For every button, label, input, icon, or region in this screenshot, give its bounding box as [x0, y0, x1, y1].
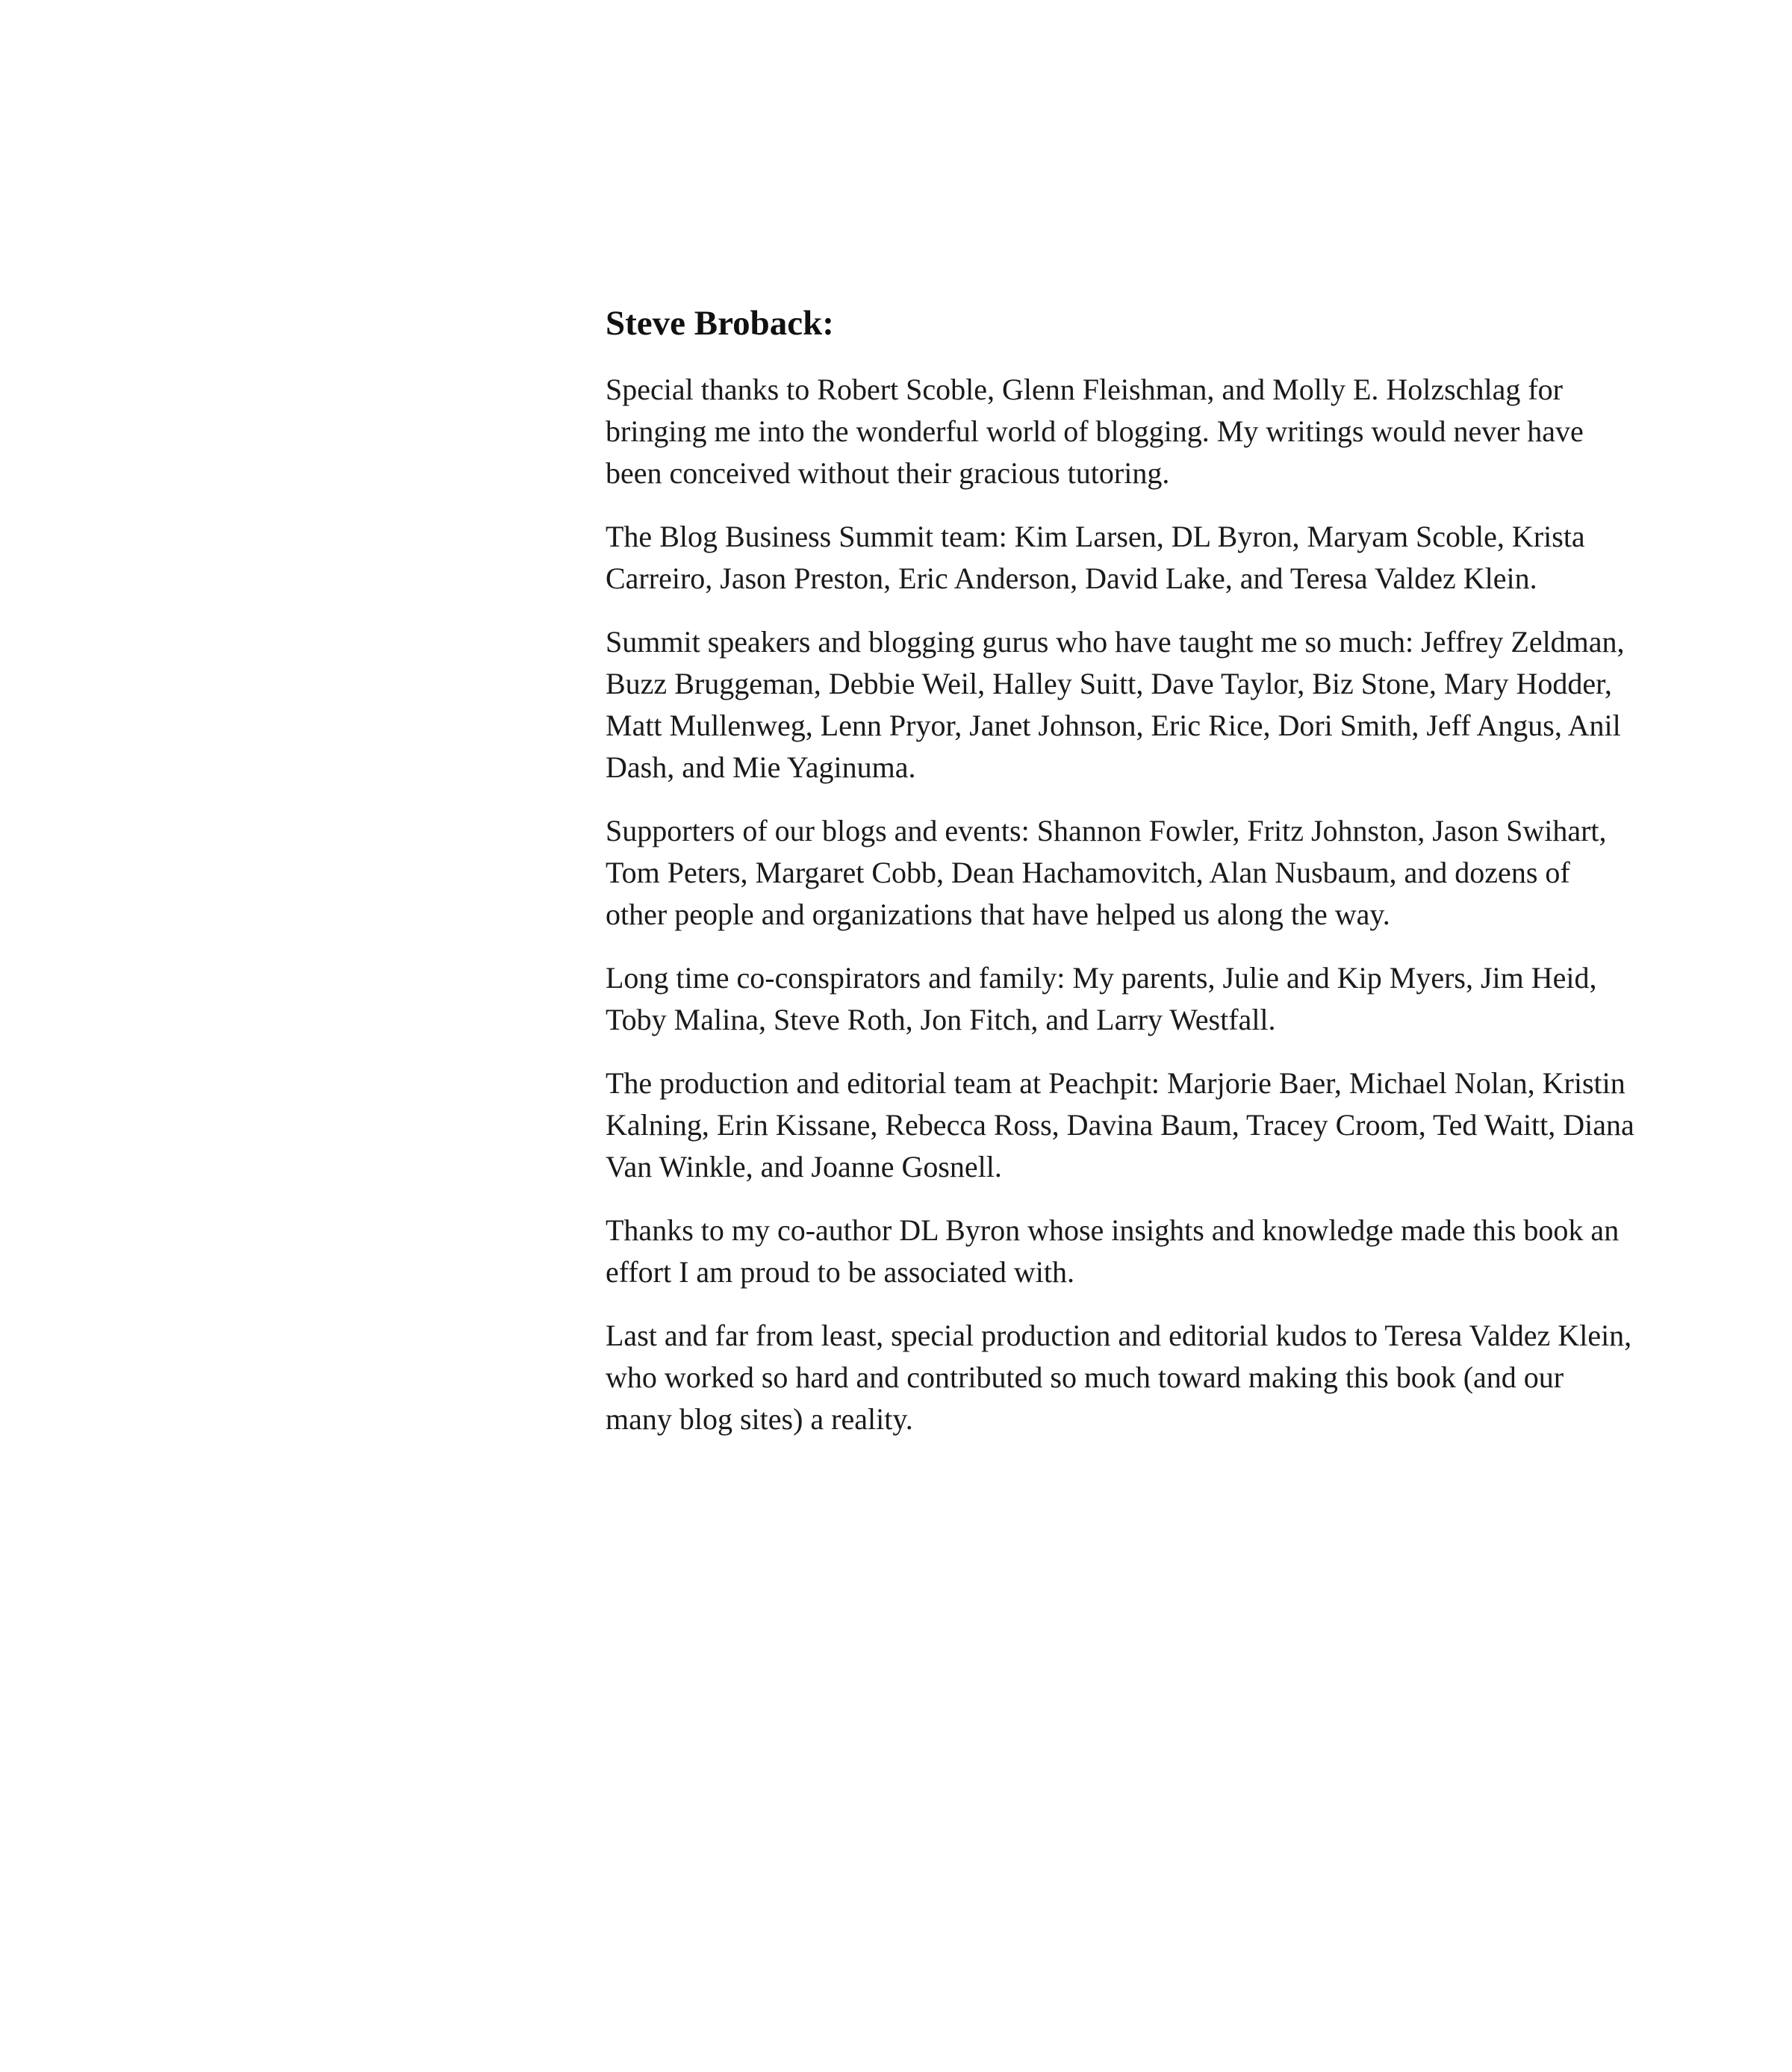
- paragraph-mentors: Special thanks to Robert Scoble, Glenn Fleishman, and Molly E. Holzschlag for bringing me into the wonderful world of blogging. My writings would never have been conceived without their gracious tutoring.: [606, 373, 1584, 490]
- paragraph-supporters: Supporters of our blogs and events: Shannon Fowler, Fritz Johnston, Jason Swihart, Tom Peters, Margaret Cobb, Dean Hachamovitch, Alan Nusbaum, and dozens of other people and organizations that have helped us along the way.: [606, 814, 1607, 931]
- paragraph-summit-team: The Blog Business Summit team: Kim Larsen, DL Byron, Maryam Scoble, Krista Carreiro, Jason Preston, Eric Anderson, David Lake, and Teresa Valdez Klein.: [606, 520, 1585, 595]
- paragraph-co-author: Thanks to my co-author DL Byron whose insights and knowledge made this book an effort I am proud to be associated with.: [606, 1213, 1620, 1289]
- paragraph-editorial-kudos: Last and far from least, special production and editorial kudos to Teresa Valdez Klein, who worked so hard and contributed so much toward making this book (and our many blog sites) a reality.: [606, 1319, 1632, 1436]
- section-heading: Steve Broback:: [606, 304, 834, 343]
- paragraph-speakers: Summit speakers and blogging gurus who have taught me so much: Jeffrey Zeldman, Buzz Bruggeman, Debbie Weil, Halley Suitt, Dave Taylor, Biz Stone, Mary Hodder, Matt Mullenweg, Lenn Pryor, Janet Johnson, Eric Rice, Dori Smith, Jeff Angus, Anil Dash, and Mie Yaginuma.: [606, 625, 1625, 784]
- paragraph-family: Long time co-conspirators and family: My parents, Julie and Kip Myers, Jim Heid, Toby Malina, Steve Roth, Jon Fitch, and Larry Westfall.: [606, 961, 1597, 1036]
- acknowledgments-section: [606, 297, 1636, 1462]
- paragraph-production-team: The production and editorial team at Peachpit: Marjorie Baer, Michael Nolan, Kristin Kalning, Erin Kissane, Rebecca Ross, Davina Baum, Tracey Croom, Ted Waitt, Diana Van Winkle, and Joanne Gosnell.: [606, 1066, 1634, 1183]
